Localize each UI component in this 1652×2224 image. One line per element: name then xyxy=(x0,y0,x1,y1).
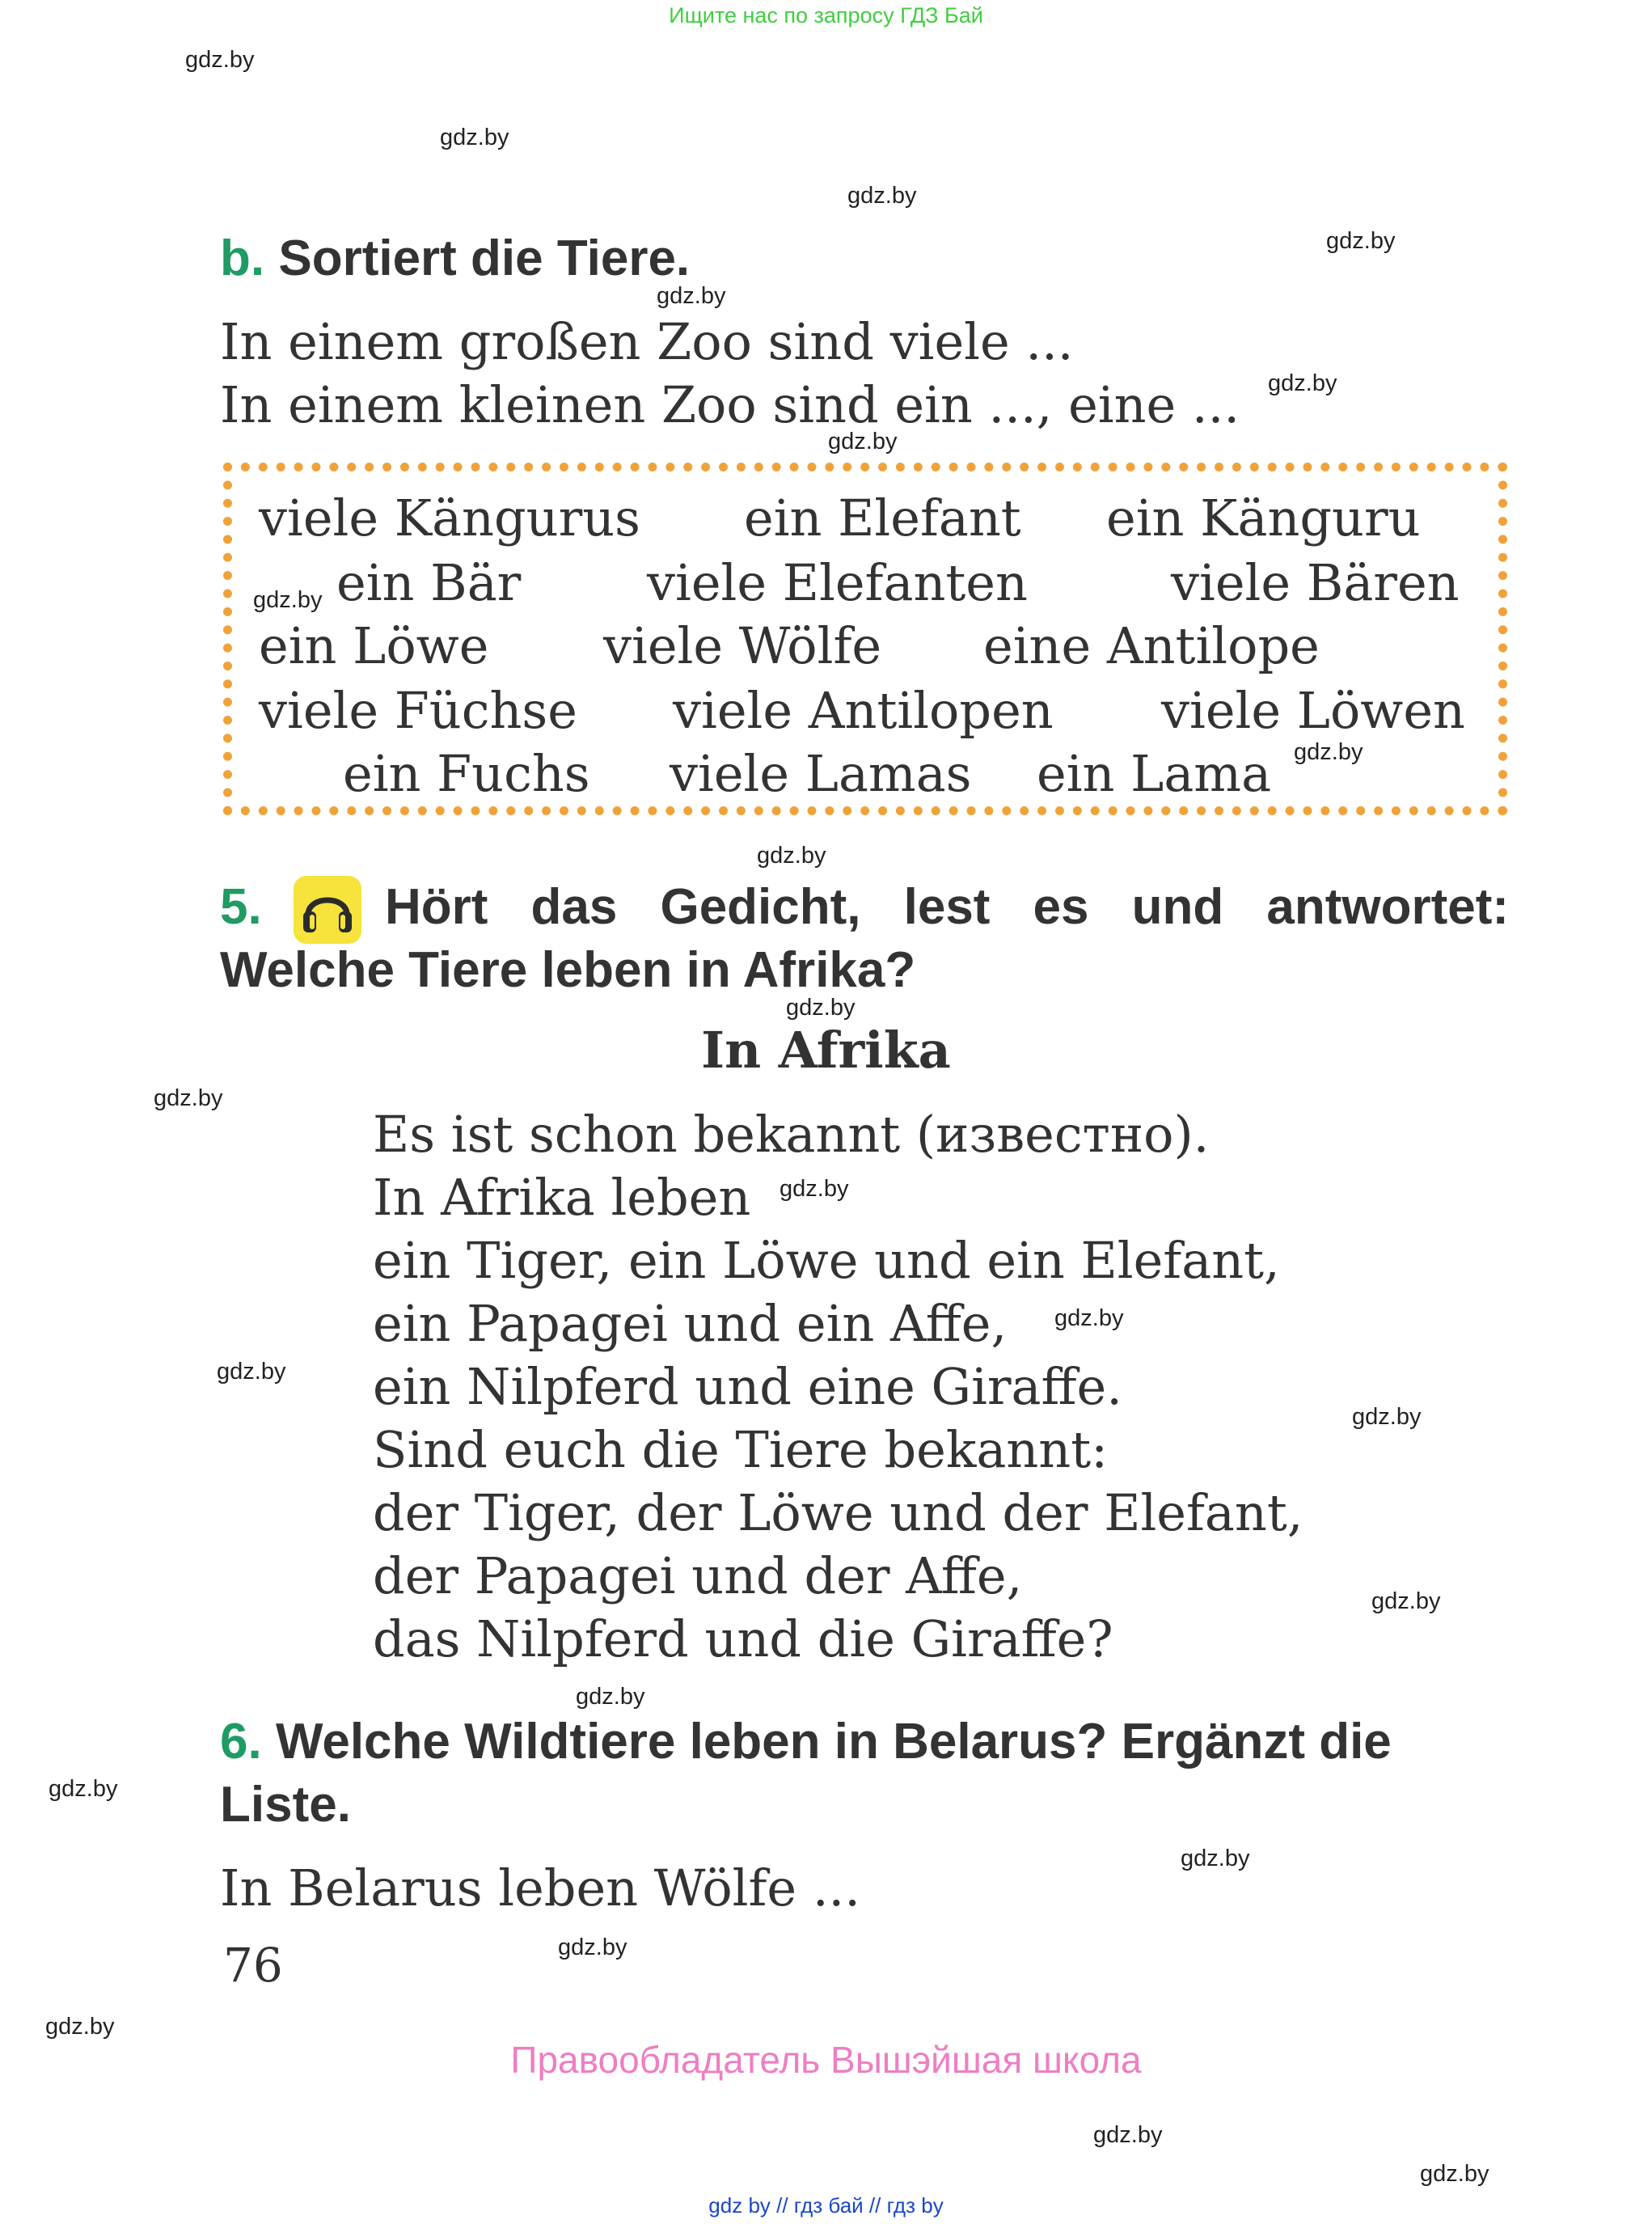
word-box-item: ein Elefant xyxy=(744,488,1021,548)
footer-links[interactable]: gdz by // гдз бай // гдз by xyxy=(708,2193,944,2218)
word-box-item: viele Wölfe xyxy=(603,616,882,675)
poem-line: der Papagei und der Affe, xyxy=(373,1546,1023,1605)
word-box-item: viele Antilopen xyxy=(673,681,1054,740)
watermark: gdz.by xyxy=(185,47,255,73)
word-box-item: eine Antilope xyxy=(983,616,1320,675)
task-b-heading xyxy=(220,230,690,287)
watermark: gdz.by xyxy=(217,1359,286,1385)
page-number: 76 xyxy=(223,1938,283,1993)
word-box-item: ein Bär xyxy=(336,553,522,612)
top-banner: Ищите нас по запросу ГДЗ Бай xyxy=(669,3,983,27)
watermark: gdz.by xyxy=(657,283,726,309)
word-box-item: viele Lamas xyxy=(670,744,972,803)
task-b-line-2: In einem kleinen Zoo sind ein ..., eine ... xyxy=(220,375,1240,434)
watermark: gdz.by xyxy=(1093,2122,1163,2148)
word-box-item: ein Fuchs xyxy=(343,744,590,803)
task-6-line-1: Welche Wildtiere leben in Belarus? Ergänzt die xyxy=(275,1714,1392,1769)
watermark: gdz.by xyxy=(1054,1305,1124,1331)
word-box-item: viele Füchse xyxy=(259,681,577,740)
word-box-item: ein Känguru xyxy=(1106,488,1421,548)
task-b-title: Sortiert die Tiere. xyxy=(278,230,691,286)
poem-line: ein Tiger, ein Löwe und ein Elefant, xyxy=(373,1231,1280,1290)
task-5-number: 5. xyxy=(220,879,262,935)
task-6-number: 6. xyxy=(220,1714,262,1769)
headphones-icon[interactable] xyxy=(294,876,361,944)
task-b-label: b. xyxy=(220,230,265,286)
watermark: gdz.by xyxy=(1268,370,1337,396)
poem-line: das Nilpferd und die Giraffe? xyxy=(373,1609,1113,1668)
word-box-item: viele Löwen xyxy=(1161,681,1465,740)
watermark: gdz.by xyxy=(49,1776,118,1802)
task-5-line-2: Welche Tiere leben in Afrika? xyxy=(220,942,916,998)
watermark: gdz.by xyxy=(1371,1588,1441,1614)
watermark: gdz.by xyxy=(847,183,917,209)
word-box-item: viele Bären xyxy=(1171,553,1460,612)
poem-line: ein Papagei und ein Affe, xyxy=(373,1294,1008,1353)
watermark: gdz.by xyxy=(1294,739,1363,765)
watermark: gdz.by xyxy=(757,843,826,869)
watermark: gdz.by xyxy=(558,1934,627,1960)
poem-line: Sind euch die Tiere bekannt: xyxy=(373,1420,1109,1479)
word-box-item: ein Löwe xyxy=(259,616,489,675)
watermark: gdz.by xyxy=(780,1176,849,1202)
poem-title: In Afrika xyxy=(701,1021,951,1080)
poem-line: der Tiger, der Löwe und der Elefant, xyxy=(373,1483,1303,1542)
task-6-example: In Belarus leben Wölfe ... xyxy=(220,1858,860,1917)
poem-line: Es ist schon bekannt (известно). xyxy=(373,1105,1210,1164)
watermark: gdz.by xyxy=(440,125,509,150)
word-box-item: viele Kängurus xyxy=(259,488,640,548)
watermark: gdz.by xyxy=(786,995,856,1021)
poem-line: ein Nilpferd und eine Giraffe. xyxy=(373,1357,1122,1416)
task-b-line-1: In einem großen Zoo sind viele ... xyxy=(220,312,1074,371)
word-box-item: viele Elefanten xyxy=(647,553,1028,612)
word-box-item: ein Lama xyxy=(1037,744,1272,803)
watermark: gdz.by xyxy=(1352,1404,1422,1430)
watermark: gdz.by xyxy=(253,587,323,613)
watermark: gdz.by xyxy=(828,429,898,455)
copyright-notice: Правообладатель Вышэйшая школа xyxy=(510,2039,1142,2081)
poem-line: In Afrika leben xyxy=(373,1168,751,1227)
task-5-line-1: Hört das Gedicht, lest es und antwortet: xyxy=(385,879,1509,935)
watermark: gdz.by xyxy=(154,1085,223,1111)
watermark: gdz.by xyxy=(45,2014,115,2040)
watermark: gdz.by xyxy=(1326,228,1396,254)
watermark: gdz.by xyxy=(576,1684,645,1710)
watermark: gdz.by xyxy=(1181,1846,1250,1871)
task-6-line-2: Liste. xyxy=(220,1777,351,1833)
watermark: gdz.by xyxy=(1420,2161,1489,2187)
task-6-heading xyxy=(220,1713,1392,1770)
